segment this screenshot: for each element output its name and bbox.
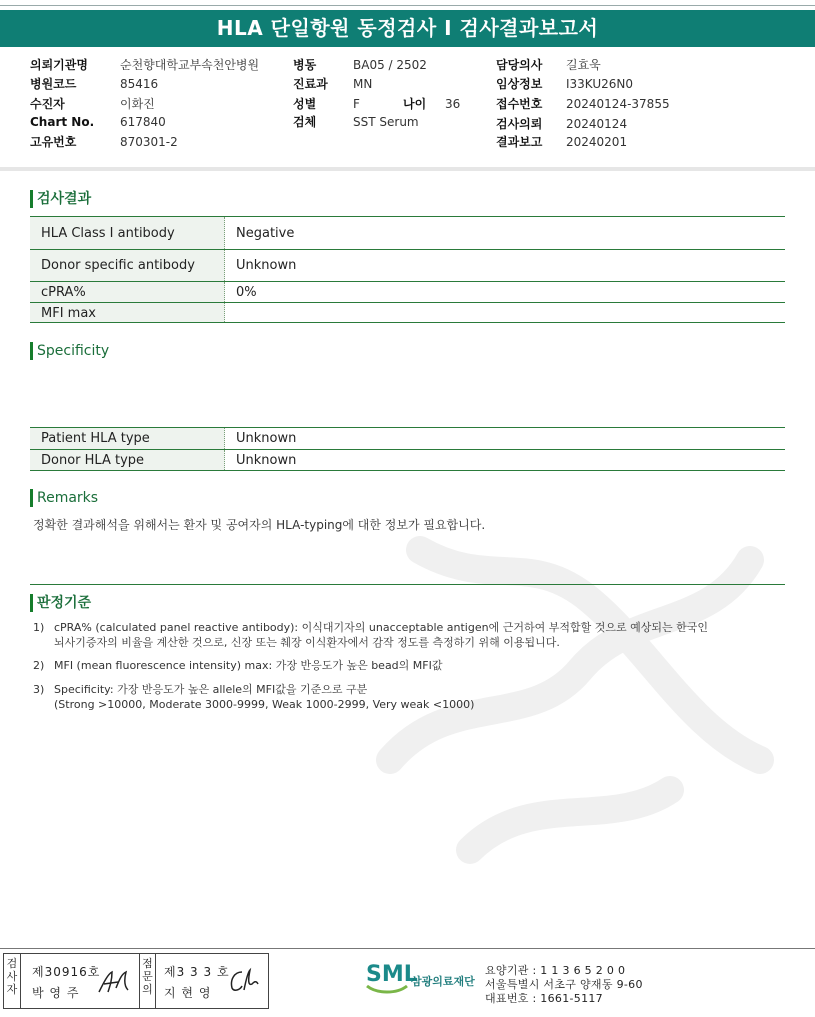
info-value: 이화진 xyxy=(120,97,155,111)
signature-box xyxy=(3,953,269,1009)
info-ward xyxy=(293,56,427,73)
row-label: Donor specific antibody xyxy=(30,250,225,281)
reviewer-name: 지 현 영 xyxy=(164,986,212,1000)
criteria-line: cPRA% (calculated panel reactive antibody): 이식대기자의 unacceptable antigen에 근거하여 부적합할 것으로 예상되는 한국인 xyxy=(54,621,708,634)
criteria-number: 1) xyxy=(33,621,45,634)
info-value: 20240201 xyxy=(566,135,628,149)
section-specificity-heading: Specificity xyxy=(30,341,109,361)
info-patient xyxy=(30,95,155,112)
info-label: 검체 xyxy=(293,115,317,129)
row-label: Patient HLA type xyxy=(30,428,225,449)
info-label: 병동 xyxy=(293,58,317,72)
row-label: cPRA% xyxy=(30,282,225,302)
row-value: Unknown xyxy=(236,431,297,446)
report-title: HLA 단일항원 동정검사 I 검사결과보고서 xyxy=(0,10,815,47)
table-row xyxy=(30,302,785,323)
info-label: 검사의뢰 xyxy=(496,117,543,131)
table-row xyxy=(30,281,785,302)
info-value: BA05 / 2502 xyxy=(353,58,427,72)
row-label: HLA Class I antibody xyxy=(30,217,225,249)
info-receipt-no xyxy=(496,95,670,112)
info-label: 진료과 xyxy=(293,77,328,91)
info-divider xyxy=(0,167,815,171)
info-value: 길효욱 xyxy=(566,58,601,72)
criteria-line: (Strong >10000, Moderate 3000-9999, Weak 1000-2999, Very weak <1000) xyxy=(54,698,475,711)
tester-signature-icon xyxy=(96,968,132,996)
info-label: 수진자 xyxy=(30,97,65,111)
top-rule xyxy=(0,5,815,6)
info-value: MN xyxy=(353,77,373,91)
info-institution xyxy=(30,56,259,73)
info-sex xyxy=(293,95,360,112)
info-label: 성별 xyxy=(293,97,317,111)
criteria-item xyxy=(33,620,793,650)
info-label: 나이 xyxy=(403,97,427,111)
info-value: 870301-2 xyxy=(120,135,178,149)
result-table xyxy=(30,216,785,323)
section-criteria-heading: 판정기준 xyxy=(30,593,91,613)
section-result-heading: 검사결과 xyxy=(30,189,91,209)
criteria-line: 뇌사기증자의 비율을 계산한 것으로, 신장 또는 췌장 이식환자에서 감작 정도를 측정하기 위해 이용됩니다. xyxy=(54,636,560,649)
reviewer-number: 제3 3 3 호 xyxy=(164,965,230,979)
info-specimen xyxy=(293,113,419,130)
tester-name: 박 영 주 xyxy=(32,986,80,1000)
info-value: 85416 xyxy=(120,77,159,91)
tester-number: 제30916호 xyxy=(32,965,101,979)
lab-phone: 대표번호 : 1661-5117 xyxy=(485,992,603,1005)
info-value: SST Serum xyxy=(353,115,419,129)
lab-logo: SML xyxy=(366,962,418,987)
table-row xyxy=(30,249,785,281)
criteria-item xyxy=(33,658,793,673)
tester-label: 검 사 자 xyxy=(4,954,21,1008)
lab-name: 삼광의료재단 xyxy=(411,975,475,988)
info-chart-no xyxy=(30,115,166,129)
section-divider xyxy=(30,584,785,585)
criteria-line: MFI (mean fluorescence intensity) max: 가장 반응도가 높은 bead의 MFI값 xyxy=(54,659,443,672)
info-report-date xyxy=(496,133,627,150)
info-doctor xyxy=(496,56,601,73)
info-label: 병원코드 xyxy=(30,77,77,91)
row-label: Donor HLA type xyxy=(30,450,225,470)
remark-text: 정확한 결과해석을 위해서는 환자 및 공여자의 HLA-typing에 대한 정보가 필요합니다. xyxy=(33,518,486,532)
info-value: 20240124 xyxy=(566,117,628,131)
lab-address: 서울특별시 서초구 양재동 9-60 xyxy=(485,978,643,991)
hla-type-table xyxy=(30,427,785,471)
reviewer-label: 점 문 의 xyxy=(139,954,156,1008)
info-unique-no xyxy=(30,133,178,150)
footer-rule xyxy=(0,948,815,949)
section-remarks-heading: Remarks xyxy=(30,488,98,508)
criteria-item xyxy=(33,682,793,712)
info-label: 임상정보 xyxy=(496,77,543,91)
table-row xyxy=(30,449,785,471)
info-label: 고유번호 xyxy=(30,135,77,149)
criteria-number: 3) xyxy=(33,683,45,696)
info-request-date xyxy=(496,115,627,132)
row-value: 0% xyxy=(236,285,257,300)
info-value: I33KU26N0 xyxy=(566,77,634,91)
info-value: 36 xyxy=(445,97,461,111)
info-age xyxy=(403,95,460,112)
criteria-number: 2) xyxy=(33,659,45,672)
info-hospital-code xyxy=(30,75,158,92)
info-label: Chart No. xyxy=(30,115,95,129)
row-value: Unknown xyxy=(236,453,297,468)
info-value: F xyxy=(353,97,360,111)
table-row xyxy=(30,427,785,449)
table-row xyxy=(30,216,785,249)
reviewer-signature-icon xyxy=(226,966,262,996)
row-label: MFI max xyxy=(30,303,225,322)
row-value: Unknown xyxy=(236,258,297,273)
info-value: 617840 xyxy=(120,115,166,129)
criteria-line: Specificity: 가장 반응도가 높은 allele의 MFI값을 기준으로 구분 xyxy=(54,683,368,696)
row-value: Negative xyxy=(236,226,295,241)
info-value: 20240124-37855 xyxy=(566,97,670,111)
info-clinical xyxy=(496,75,633,92)
info-value: 순천향대학교부속천안병원 xyxy=(120,58,260,72)
lab-code: 요양기관 : 1 1 3 6 5 2 0 0 xyxy=(485,964,626,977)
info-label: 담당의사 xyxy=(496,58,543,72)
info-label: 결과보고 xyxy=(496,135,543,149)
info-label: 접수번호 xyxy=(496,97,543,111)
info-department xyxy=(293,75,372,92)
info-label: 의뢰기관명 xyxy=(30,58,88,72)
